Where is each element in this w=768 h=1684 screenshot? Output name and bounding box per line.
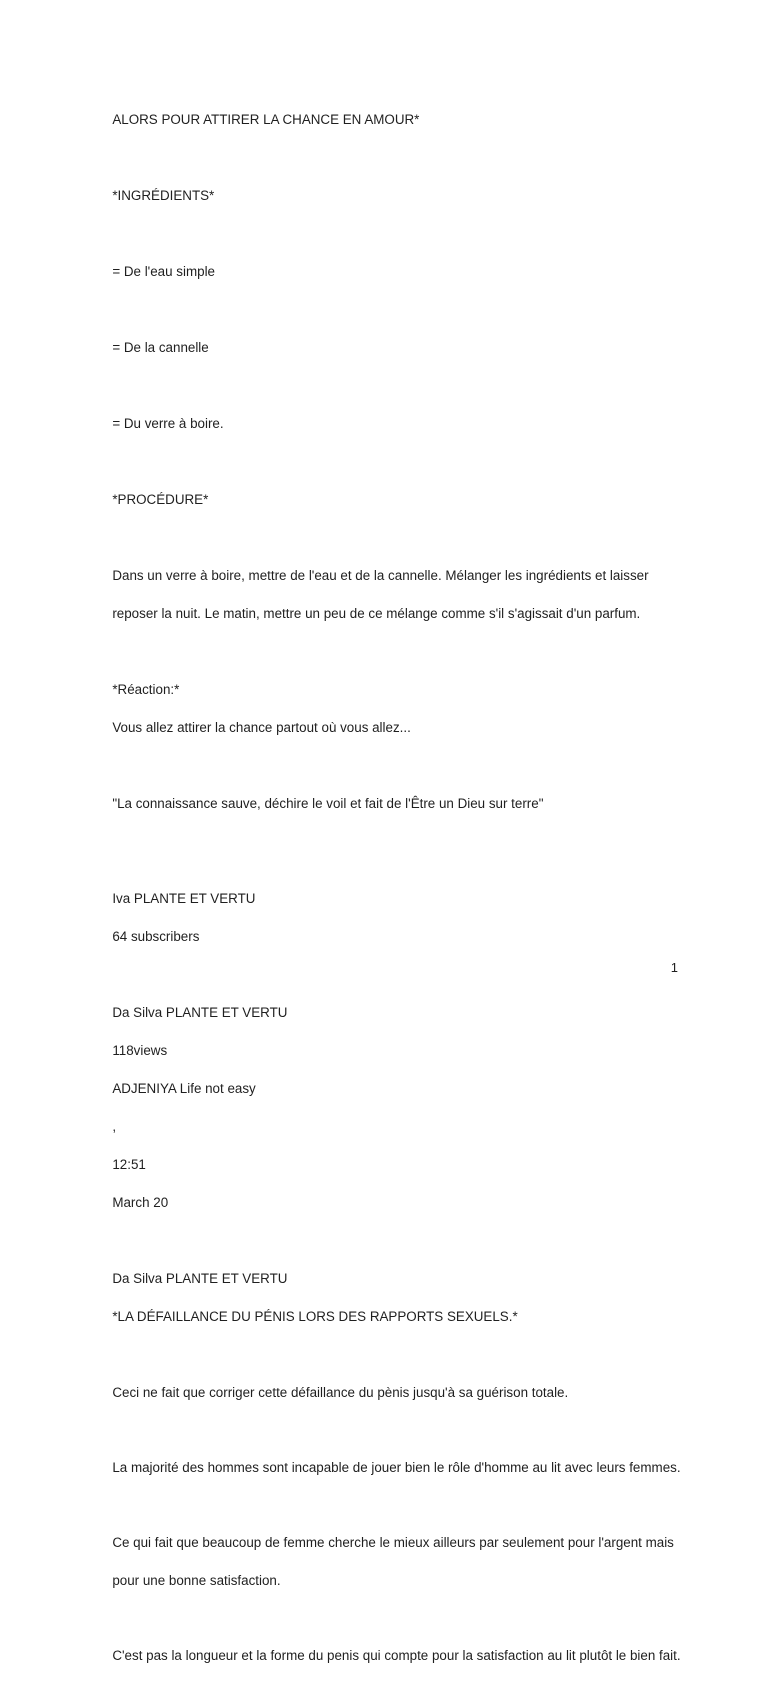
post-title-author: Da Silva PLANTE ET VERTU [112,1271,288,1286]
body-paragraph [90,1364,690,1421]
post-meta [90,984,690,1231]
quote-text: "La connaissance sauve, déchire le voil et fait de l'Être un Dieu sur terre" [112,796,544,811]
body-paragraph [90,1514,690,1609]
paragraph-line: Ce qui fait que beaucoup de femme cherche le mieux ailleurs par seulement pour l'argent mais [112,1535,674,1550]
paragraph-line: pour une bonne satisfaction. [112,1573,281,1588]
ingredient-text: = De la cannelle [112,340,209,355]
paragraph-line: Ceci ne fait que corriger cette défaillance du pènis jusqu'à sa guérison totale. [112,1385,569,1400]
ingredient-text: = Du verre à boire. [112,416,224,431]
paragraph-line: La majorité des hommes sont incapable de jouer bien le rôle d'homme au lit avec leurs femmes. [112,1460,681,1475]
post-subtitle: ADJENIYA Life not easy [112,1081,256,1096]
ingredient-item [90,395,690,452]
post-title-text: *LA DÉFAILLANCE DU PÉNIS LORS DES RAPPORTS SEXUELS.* [112,1309,518,1324]
reaction-block [90,661,690,756]
title-line: ALORS POUR ATTIRER LA CHANCE EN AMOUR* [112,112,420,127]
post-author: Da Silva PLANTE ET VERTU [112,1005,288,1020]
body-paragraph [90,1439,690,1496]
view-count: 118views [112,1043,168,1058]
reaction-heading: *Réaction:* [112,682,180,697]
subscriber-count: 64 subscribers [112,929,200,944]
ingredient-text: = De l'eau simple [112,264,215,279]
procedure-paragraph [90,547,690,642]
ingredient-item [90,319,690,376]
quote [90,775,690,832]
separator-comma: , [112,1119,117,1134]
document-body [90,91,690,1684]
body-paragraph [90,1627,690,1684]
ingredient-item [90,243,690,300]
post-date: March 20 [112,1195,169,1210]
channel-info [90,870,690,965]
reaction-text: Vous allez attirer la chance partout où vous allez... [112,720,411,735]
paragraph-line: C'est pas la longueur et la forme du penis qui compte pour la satisfaction au lit plutôt le bien fait. [112,1648,681,1663]
post-title [90,1250,690,1345]
document-title [90,91,690,148]
post-time: 12:51 [112,1157,146,1172]
procedure-heading [90,471,690,528]
procedure-line: reposer la nuit. Le matin, mettre un peu de ce mélange comme s'il s'agissait d'un parfum. [112,606,641,621]
page-number: 1 [670,960,678,975]
procedure-heading-text: *PROCÉDURE* [112,492,209,507]
ingredients-heading-text: *INGRÉDIENTS* [112,188,215,203]
channel-name: Iva PLANTE ET VERTU [112,891,256,906]
ingredients-heading [90,167,690,224]
procedure-line: Dans un verre à boire, mettre de l'eau et de la cannelle. Mélanger les ingrédients et laisser [112,568,649,583]
